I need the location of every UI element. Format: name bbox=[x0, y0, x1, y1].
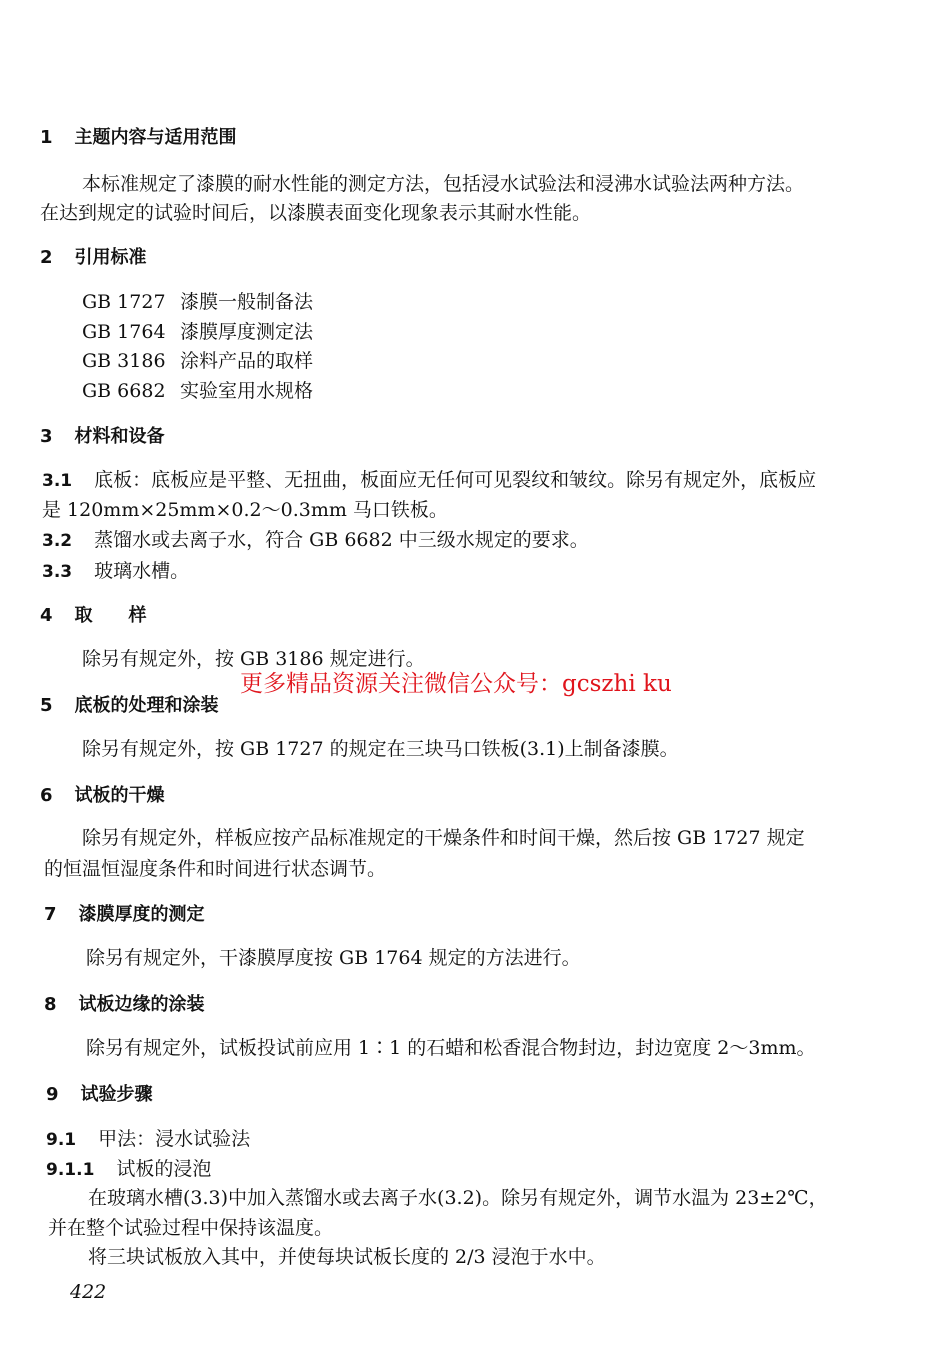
section-title: 引用标准 bbox=[74, 247, 147, 268]
section-title: 底板的处理和涂装 bbox=[74, 695, 219, 716]
reference-title: 漆膜厚度测定法 bbox=[180, 321, 314, 343]
clause-3-1 bbox=[42, 468, 816, 493]
reference-item bbox=[82, 379, 313, 403]
section-title: 试板边缘的涂装 bbox=[78, 994, 205, 1015]
clause-text: 试板的浸泡 bbox=[116, 1158, 212, 1180]
section-title: 取 样 bbox=[74, 605, 147, 626]
reference-title: 实验室用水规格 bbox=[180, 380, 314, 402]
section-8-heading bbox=[44, 993, 205, 1017]
section-title: 试验步骤 bbox=[80, 1084, 153, 1105]
clause-text: 蒸馏水或去离子水，符合 GB 6682 中三级水规定的要求。 bbox=[94, 529, 589, 551]
clause-continuation: 是 120mm×25mm×0.2～0.3mm 马口铁板。 bbox=[42, 499, 448, 521]
section-number: 6 bbox=[40, 785, 53, 806]
paragraph: 在达到规定的试验时间后，以漆膜表面变化现象表示其耐水性能。 bbox=[40, 202, 592, 224]
reference-code: GB 6682 bbox=[82, 380, 166, 402]
clause-number: 3.1 bbox=[42, 471, 73, 491]
section-number: 2 bbox=[40, 247, 53, 268]
paragraph: 除另有规定外，按 GB 3186 规定进行。 bbox=[82, 648, 425, 670]
clause-3-3 bbox=[42, 559, 189, 584]
clause-text: 底板：底板应是平整、无扭曲，板面应无任何可见裂纹和皱纹。除另有规定外，底板应 bbox=[94, 469, 817, 491]
paragraph: 除另有规定外，干漆膜厚度按 GB 1764 规定的方法进行。 bbox=[86, 947, 581, 969]
clause-9-1 bbox=[46, 1127, 250, 1152]
clause-3-2 bbox=[42, 528, 589, 553]
reference-item bbox=[82, 349, 313, 373]
paragraph: 并在整个试验过程中保持该温度。 bbox=[48, 1217, 334, 1239]
paragraph: 在玻璃水槽(3.3)中加入蒸馏水或去离子水(3.2)。除另有规定外，调节水温为 23±2℃， bbox=[88, 1187, 828, 1209]
paragraph: 除另有规定外，按 GB 1727 的规定在三块马口铁板(3.1)上制备漆膜。 bbox=[82, 738, 679, 760]
section-number: 9 bbox=[46, 1084, 59, 1105]
reference-item bbox=[82, 290, 313, 314]
page-number: 422 bbox=[70, 1281, 107, 1303]
section-title: 材料和设备 bbox=[74, 426, 165, 447]
section-title: 主题内容与适用范围 bbox=[74, 127, 237, 148]
clause-text: 甲法：浸水试验法 bbox=[98, 1128, 251, 1150]
section-number: 5 bbox=[40, 695, 53, 716]
clause-number: 3.2 bbox=[42, 531, 73, 551]
watermark-text: 更多精品资源关注微信公众号：gcszhi ku bbox=[240, 671, 672, 697]
paragraph: 除另有规定外，样板应按产品标准规定的干燥条件和时间干燥，然后按 GB 1727 规定 bbox=[82, 827, 805, 849]
section-title: 漆膜厚度的测定 bbox=[78, 904, 205, 925]
section-9-heading bbox=[46, 1083, 153, 1107]
section-title: 试板的干燥 bbox=[74, 785, 165, 806]
section-5-heading bbox=[40, 694, 219, 718]
section-4-heading bbox=[40, 604, 147, 628]
paragraph: 将三块试板放入其中，并使每块试板长度的 2/3 浸泡于水中。 bbox=[88, 1246, 606, 1268]
section-7-heading bbox=[44, 903, 205, 927]
section-number: 8 bbox=[44, 994, 57, 1015]
paragraph: 本标准规定了漆膜的耐水性能的测定方法，包括浸水试验法和浸沸水试验法两种方法。 bbox=[82, 173, 805, 195]
clause-number: 9.1 bbox=[46, 1130, 77, 1150]
section-3-heading bbox=[40, 425, 165, 449]
clause-number: 3.3 bbox=[42, 562, 73, 582]
clause-number: 9.1.1 bbox=[46, 1160, 95, 1180]
section-1-heading bbox=[40, 126, 237, 150]
reference-code: GB 1764 bbox=[82, 321, 166, 343]
paragraph: 的恒温恒湿度条件和时间进行状态调节。 bbox=[44, 858, 387, 880]
section-number: 7 bbox=[44, 904, 57, 925]
section-2-heading bbox=[40, 246, 147, 270]
paragraph: 除另有规定外，试板投试前应用 1∶1 的石蜡和松香混合物封边，封边宽度 2～3mm。 bbox=[86, 1037, 816, 1059]
reference-title: 涂料产品的取样 bbox=[180, 350, 314, 372]
reference-item bbox=[82, 320, 313, 344]
reference-title: 漆膜一般制备法 bbox=[180, 291, 314, 313]
reference-code: GB 1727 bbox=[82, 291, 166, 313]
clause-9-1-1 bbox=[46, 1157, 211, 1182]
clause-text: 玻璃水槽。 bbox=[94, 560, 190, 582]
section-number: 3 bbox=[40, 426, 53, 447]
section-number: 1 bbox=[40, 127, 53, 148]
reference-code: GB 3186 bbox=[82, 350, 166, 372]
section-6-heading bbox=[40, 784, 165, 808]
section-number: 4 bbox=[40, 605, 53, 626]
